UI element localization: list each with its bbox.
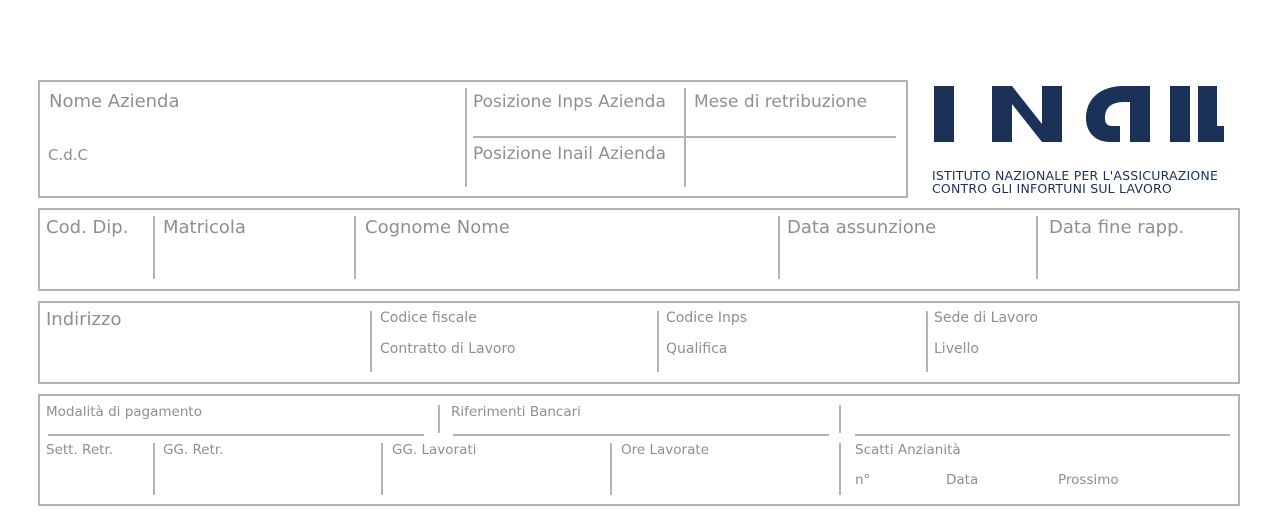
pay-weeks-label: Sett. Retr. bbox=[46, 442, 114, 458]
serial-number-label: Matricola bbox=[163, 217, 246, 238]
divider bbox=[453, 434, 829, 436]
bank-references-label: Riferimenti Bancari bbox=[451, 404, 581, 420]
level-label: Livello bbox=[934, 341, 979, 357]
full-name-label: Cognome Nome bbox=[365, 217, 510, 238]
cdc-label: C.d.C bbox=[48, 146, 89, 164]
payment-method-label: Modalità di pagamento bbox=[46, 404, 202, 420]
qualification-label: Qualifica bbox=[666, 341, 728, 357]
inps-code-label: Codice Inps bbox=[666, 310, 748, 326]
seniority-date-label: Data bbox=[946, 472, 979, 488]
divider bbox=[473, 136, 896, 138]
worked-days-label: GG. Lavorati bbox=[392, 442, 477, 458]
workplace-label: Sede di Lavoro bbox=[934, 310, 1038, 326]
divider bbox=[438, 405, 440, 433]
seniority-steps-label: Scatti Anzianità bbox=[855, 442, 961, 458]
pay-month-label: Mese di retribuzione bbox=[694, 92, 868, 112]
seniority-number-label: n° bbox=[855, 472, 871, 488]
tax-code-label: Codice fiscale bbox=[380, 310, 477, 326]
divider bbox=[153, 443, 155, 495]
employee-code-label: Cod. Dip. bbox=[46, 217, 129, 238]
divider bbox=[465, 88, 467, 187]
divider bbox=[153, 216, 155, 279]
inps-position-label: Posizione Inps Azienda bbox=[473, 92, 666, 112]
address-box bbox=[38, 301, 1240, 384]
inail-position-label: Posizione Inail Azienda bbox=[473, 144, 667, 164]
divider bbox=[1036, 216, 1038, 279]
inail-wordmark bbox=[934, 86, 1224, 144]
seniority-next-label: Prossimo bbox=[1058, 472, 1119, 488]
worked-hours-label: Ore Lavorate bbox=[621, 442, 709, 458]
end-date-label: Data fine rapp. bbox=[1049, 217, 1185, 238]
address-label: Indirizzo bbox=[46, 309, 122, 330]
inail-tagline-line2: CONTRO GLI INFORTUNI SUL LAVORO bbox=[932, 181, 1172, 196]
inail-tagline-line1: ISTITUTO NAZIONALE PER L'ASSICURAZIONE bbox=[932, 168, 1219, 183]
divider bbox=[778, 216, 780, 279]
divider bbox=[48, 434, 424, 436]
divider bbox=[855, 434, 1230, 436]
contract-label: Contratto di Lavoro bbox=[380, 341, 516, 357]
divider bbox=[839, 443, 841, 495]
pay-days-label: GG. Retr. bbox=[163, 442, 224, 458]
divider bbox=[370, 311, 372, 372]
inail-tagline bbox=[932, 169, 1218, 195]
divider bbox=[610, 443, 612, 495]
divider bbox=[354, 216, 356, 279]
divider bbox=[657, 311, 659, 372]
divider bbox=[381, 443, 383, 495]
divider bbox=[926, 311, 928, 372]
hire-date-label: Data assunzione bbox=[787, 217, 937, 238]
divider bbox=[839, 405, 841, 433]
company-name-label: Nome Azienda bbox=[49, 91, 180, 112]
